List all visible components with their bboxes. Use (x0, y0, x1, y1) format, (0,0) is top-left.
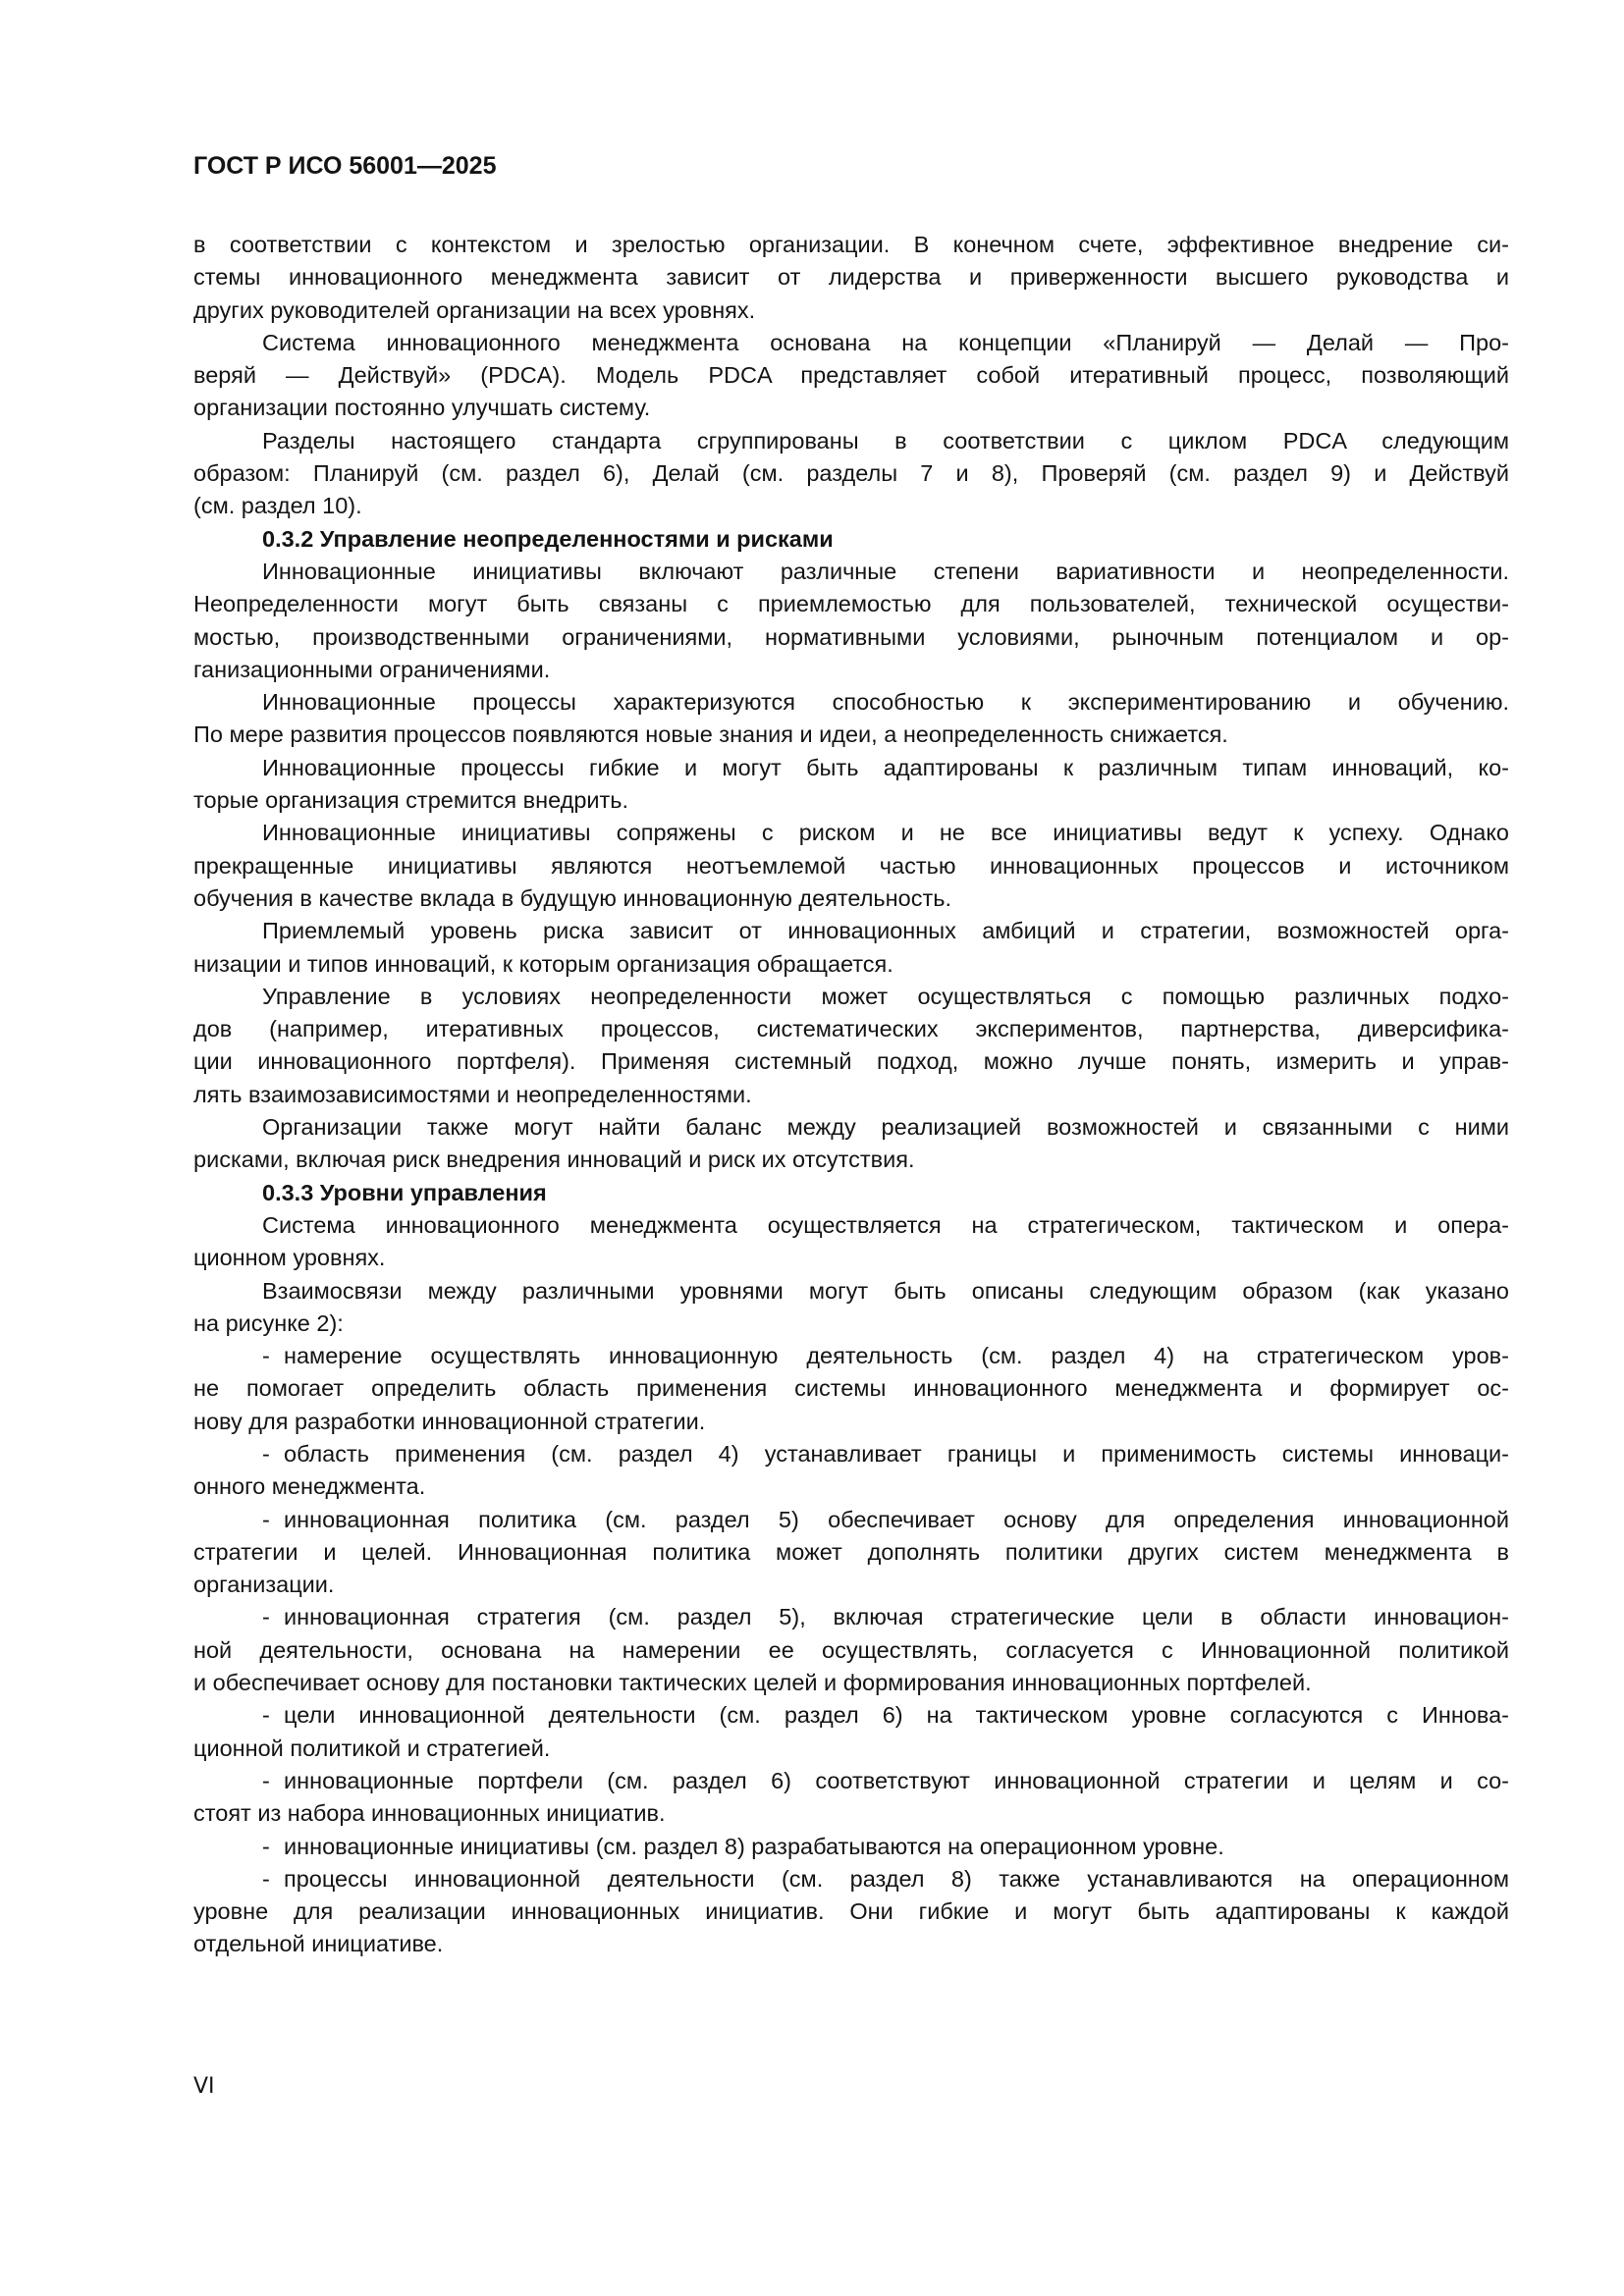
line-text: низации и типов инноваций, к которым организация обращается. (193, 950, 893, 977)
text-line (193, 556, 1509, 588)
list-bullet-dash: - (262, 1702, 270, 1729)
text-line (193, 1699, 1509, 1732)
line-text: дов (например, итеративных процессов, систематических экспериментов, партнерства, диверсифика- (193, 1016, 1509, 1042)
list-item (193, 1438, 1509, 1504)
line-text: область применения (см. раздел 4) устанавливает границы и применимость системы инноваци- (284, 1440, 1509, 1467)
list-item (193, 1863, 1509, 1961)
page-number: VI (193, 2074, 215, 2099)
line-text: Неопределенности могут быть связаны с приемлемостью для пользователей, технической осуществи- (193, 591, 1509, 617)
line-text: Система инновационного менеджмента основана на концепции «Планируй — Делай — Про- (262, 329, 1509, 355)
paragraph (193, 1275, 1509, 1341)
line-text: отдельной инициативе. (193, 1931, 444, 1957)
text-line (193, 850, 1509, 882)
text-line (193, 1667, 1509, 1699)
text-line (193, 588, 1509, 620)
line-text: ции инновационного портфеля). Применяя системный подход, можно лучше понять, измерить и управ- (193, 1048, 1509, 1075)
text-line (193, 654, 1509, 686)
line-text: 0.3.3 Уровни управления (262, 1179, 547, 1205)
list-bullet-dash: - (262, 1865, 270, 1892)
text-line (193, 948, 1509, 981)
line-text: веряй — Действуй» (PDCA). Модель PDCA представляет собой итеративный процесс, позволяющий (193, 362, 1509, 389)
line-text: Организации также могут найти баланс между реализацией возможностей и связанными с ними (262, 1114, 1509, 1141)
list-item (193, 1601, 1509, 1699)
paragraph (193, 229, 1509, 327)
text-line (193, 1733, 1509, 1765)
paragraph (193, 556, 1509, 686)
text-line (193, 1340, 1509, 1372)
line-text: инновационные инициативы (см. раздел 8) разрабатываются на операционном уровне. (284, 1833, 1224, 1859)
list-bullet-dash: - (262, 1440, 270, 1467)
text-line (193, 1470, 1509, 1503)
text-line (193, 294, 1509, 327)
line-text: инновационная стратегия (см. раздел 5), включая стратегические цели в области инновацион- (284, 1604, 1509, 1630)
text-line (193, 1209, 1509, 1242)
line-text: ной деятельности, основана на намерении ее осуществлять, согласуется с Инновационной политикой (193, 1636, 1509, 1663)
line-text: обучения в качестве вклада в будущую инновационную деятельность. (193, 884, 952, 911)
text-line (193, 1275, 1509, 1308)
line-text: Инновационные процессы характеризуются способностью к экспериментированию и обучению. (262, 689, 1509, 716)
list-bullet-dash: - (262, 1506, 270, 1532)
text-line (193, 1079, 1509, 1111)
line-text: ганизационными ограничениями. (193, 656, 551, 682)
line-text: нову для разработки инновационной стратегии. (193, 1408, 706, 1434)
line-text: 0.3.2 Управление неопределенностями и рисками (262, 525, 834, 552)
line-text: Приемлемый уровень риска зависит от инновационных амбиций и стратегии, возможностей орга- (262, 918, 1509, 944)
line-text: Управление в условиях неопределенности может осуществляться с помощью различных подхо- (262, 983, 1509, 1009)
line-text: Инновационные инициативы включают различные степени вариативности и неопределенности. (262, 558, 1509, 584)
text-line (193, 523, 1509, 556)
text-line (193, 1045, 1509, 1078)
text-line (193, 719, 1509, 751)
text-line (193, 1438, 1509, 1470)
paragraph (193, 327, 1509, 425)
text-line (193, 752, 1509, 784)
standard-id: ГОСТ Р ИСО 56001—2025 (193, 152, 497, 180)
line-text: ционной политикой и стратегией. (193, 1735, 551, 1761)
text-line (193, 229, 1509, 261)
text-line (193, 1863, 1509, 1896)
line-text: не помогает определить область применения системы инновационного менеджмента и формирует ос- (193, 1375, 1509, 1402)
line-text: организации. (193, 1572, 335, 1598)
paragraph (193, 817, 1509, 915)
text-line (193, 1569, 1509, 1601)
text-line (193, 1601, 1509, 1633)
list-item (193, 1831, 1509, 1863)
list-bullet-dash: - (262, 1767, 270, 1793)
text-line (193, 784, 1509, 817)
text-line (193, 1504, 1509, 1536)
line-text: Инновационные процессы гибкие и могут быть адаптированы к различным типам инноваций, ко- (262, 754, 1509, 780)
line-text: Система инновационного менеджмента осуществляется на стратегическом, тактическом и опера- (262, 1211, 1509, 1238)
line-text: других руководителей организации на всех уровнях. (193, 296, 756, 323)
text-line (193, 1177, 1509, 1209)
section-heading (193, 523, 1509, 556)
text-line (193, 1013, 1509, 1045)
text-line (193, 882, 1509, 915)
paragraph (193, 752, 1509, 818)
list-item (193, 1504, 1509, 1602)
text-line (193, 261, 1509, 294)
text-line (193, 1111, 1509, 1144)
list-bullet-dash: - (262, 1833, 270, 1859)
line-text: намерение осуществлять инновационную деятельность (см. раздел 4) на стратегическом уров- (284, 1343, 1509, 1369)
line-text: онного менеджмента. (193, 1473, 426, 1500)
line-text: торые организация стремится внедрить. (193, 787, 629, 814)
line-text: инновационные портфели (см. раздел 6) соответствуют инновационной стратегии и целям и со- (284, 1767, 1509, 1793)
text-line (193, 915, 1509, 947)
text-line (193, 686, 1509, 719)
paragraph (193, 1209, 1509, 1275)
line-text: ционном уровнях. (193, 1245, 386, 1271)
text-line (193, 1928, 1509, 1960)
text-line (193, 1144, 1509, 1176)
text-line (193, 1831, 1509, 1863)
text-line (193, 1797, 1509, 1830)
line-text: процессы инновационной деятельности (см. раздел 8) также устанавливаются на операционном (284, 1865, 1509, 1892)
text-line (193, 1308, 1509, 1340)
line-text: Разделы настоящего стандарта сгруппированы в соответствии с циклом PDCA следующим (262, 427, 1509, 454)
text-line (193, 359, 1509, 392)
text-line (193, 817, 1509, 849)
line-text: лять взаимозависимостями и неопределенностями. (193, 1081, 752, 1107)
text-line (193, 1634, 1509, 1667)
text-line (193, 1896, 1509, 1928)
line-text: цели инновационной деятельности (см. раздел 6) на тактическом уровне согласуются с Иннова- (284, 1702, 1509, 1729)
text-line (193, 1406, 1509, 1438)
line-text: инновационная политика (см. раздел 5) обеспечивает основу для определения инновационной (284, 1506, 1509, 1532)
text-line (193, 425, 1509, 457)
line-text: и обеспечивает основу для постановки тактических целей и формирования инновационных портфелей. (193, 1670, 1312, 1696)
text-line (193, 457, 1509, 490)
line-text: прекращенные инициативы являются неотъемлемой частью инновационных процессов и источником (193, 852, 1509, 879)
line-text: (см. раздел 10). (193, 493, 362, 519)
line-text: Взаимосвязи между различными уровнями могут быть описаны следующим образом (как указано (262, 1277, 1509, 1304)
line-text: стемы инновационного менеджмента зависит от лидерства и приверженности высшего руководства и (193, 264, 1509, 291)
paragraph (193, 1111, 1509, 1177)
paragraph (193, 981, 1509, 1111)
line-text: стоят из набора инновационных инициатив. (193, 1800, 666, 1827)
text-line (193, 1765, 1509, 1797)
line-text: рисками, включая риск внедрения инноваций и риск их отсутствия. (193, 1147, 915, 1173)
text-line (193, 490, 1509, 522)
text-line (193, 1536, 1509, 1569)
text-line (193, 621, 1509, 654)
list-item (193, 1340, 1509, 1438)
line-text: Инновационные инициативы сопряжены с риском и не все инициативы ведут к успеху. Однако (262, 820, 1509, 846)
document-body (193, 229, 1509, 1961)
line-text: в соответствии с контекстом и зрелостью организации. В конечном счете, эффективное внедрение си- (193, 232, 1509, 257)
document-header (193, 151, 496, 181)
line-text: образом: Планируй (см. раздел 6), Делай (см. разделы 7 и 8), Проверяй (см. раздел 9) и Действуй (193, 460, 1509, 487)
list-item (193, 1765, 1509, 1831)
line-text: организации постоянно улучшать систему. (193, 395, 651, 421)
line-text: уровне для реализации инновационных инициатив. Они гибкие и могут быть адаптированы к каждой (193, 1898, 1509, 1925)
paragraph (193, 686, 1509, 752)
section-heading (193, 1177, 1509, 1209)
text-line (193, 1242, 1509, 1274)
paragraph (193, 425, 1509, 523)
line-text: на рисунке 2): (193, 1309, 344, 1336)
list-bullet-dash: - (262, 1343, 270, 1369)
text-line (193, 981, 1509, 1013)
text-line (193, 327, 1509, 359)
text-line (193, 1372, 1509, 1405)
line-text: мостью, производственными ограничениями, нормативными условиями, рыночным потенциалом и ор- (193, 623, 1509, 650)
text-line (193, 392, 1509, 424)
list-bullet-dash: - (262, 1604, 270, 1630)
line-text: стратегии и целей. Инновационная политика может дополнять политики других систем менеджмента в (193, 1538, 1509, 1565)
list-item (193, 1699, 1509, 1765)
line-text: По мере развития процессов появляются новые знания и идеи, а неопределенность снижается. (193, 721, 1228, 748)
paragraph (193, 915, 1509, 981)
